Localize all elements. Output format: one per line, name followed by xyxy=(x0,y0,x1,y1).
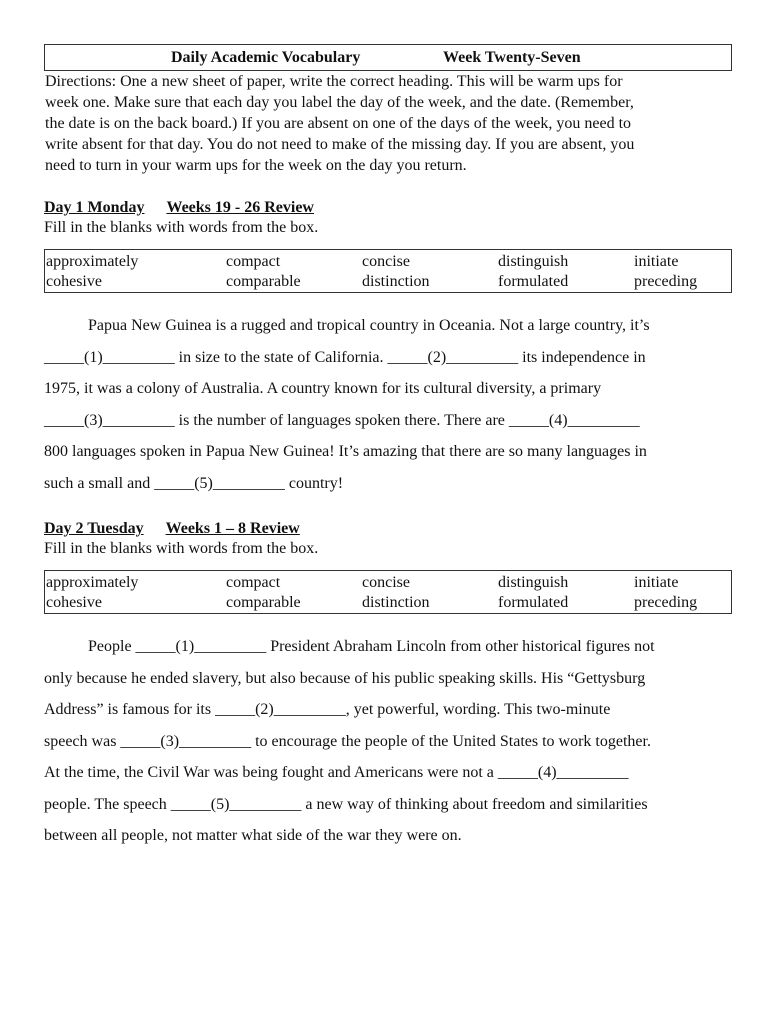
paragraph-line: between all people, not matter what side of the war they were on. xyxy=(44,827,462,844)
week-label: Week Twenty-Seven xyxy=(443,49,581,66)
paragraph-line xyxy=(44,310,732,342)
directions-line: week one. Make sure that each day you label the day of the week, and the date. (Remember, xyxy=(45,94,634,111)
word-box-item: distinction xyxy=(362,273,430,290)
day2-heading xyxy=(44,519,732,539)
paragraph-line: people. The speech _____(5)_________ a new way of thinking about freedom and similarities xyxy=(44,795,648,813)
paragraph-line: At the time, the Civil War was being fought and Americans were not a _____(4)_________ xyxy=(44,764,629,781)
paragraph-line: speech was _____(3)_________ to encourage the people of the United States to work together. xyxy=(44,732,651,750)
paragraph-line: 1975, it was a colony of Australia. A country known for its cultural diversity, a primary xyxy=(44,380,602,397)
directions xyxy=(44,71,732,176)
day1-instructions: Fill in the blanks with words from the box. xyxy=(44,219,319,236)
word-box-item: initiate xyxy=(634,253,679,270)
word-box-item: preceding xyxy=(634,594,698,611)
word-box-item: cohesive xyxy=(46,273,102,290)
paragraph-line xyxy=(44,631,732,663)
word-box-item: distinction xyxy=(362,594,430,611)
paragraph-line: 800 languages spoken in Papua New Guinea! It’s amazing that there are so many languages in xyxy=(44,443,647,460)
word-box-item: comparable xyxy=(226,273,301,290)
worksheet-page xyxy=(44,44,732,852)
word-box-item: compact xyxy=(226,253,281,270)
paragraph-line: Address” is famous for its _____(2)_________, yet powerful, wording. This two-minute xyxy=(44,701,611,718)
word-box-item: preceding xyxy=(634,273,698,290)
word-box-item: compact xyxy=(226,574,281,591)
word-box-item: approximately xyxy=(46,253,139,270)
day1-paragraph xyxy=(44,310,732,499)
day2-weeks: Weeks 1 – 8 Review xyxy=(165,520,300,537)
word-box-item: concise xyxy=(362,253,410,270)
day2-day: Day 2 Tuesday xyxy=(44,520,144,537)
word-box-item: comparable xyxy=(226,594,301,611)
worksheet-title: Daily Academic Vocabulary xyxy=(171,49,361,66)
directions-line: need to turn in your warm ups for the week on the day you return. xyxy=(45,157,467,174)
paragraph-line: such a small and _____(5)_________ country! xyxy=(44,474,344,492)
paragraph-line: only because he ended slavery, but also because of his public speaking skills. His “Gettysburg xyxy=(44,669,646,687)
paragraph-line: _____(3)_________ is the number of languages spoken there. There are _____(4)_________ xyxy=(44,411,640,429)
day2-paragraph xyxy=(44,631,732,852)
directions-line: write absent for that day. You do not need to make of the missing day. If you are absent, you xyxy=(45,136,635,153)
word-box-item: distinguish xyxy=(498,253,569,270)
word-box-item: formulated xyxy=(498,273,569,290)
word-box-item: approximately xyxy=(46,574,139,591)
word-box-item: formulated xyxy=(498,594,569,611)
day1-heading xyxy=(44,198,732,218)
directions-line: Directions: One a new sheet of paper, write the correct heading. This will be warm ups for xyxy=(45,73,623,90)
day1-day: Day 1 Monday xyxy=(44,199,145,216)
word-box-item: distinguish xyxy=(498,574,569,591)
word-box-item: concise xyxy=(362,574,410,591)
directions-line: the date is on the back board.) If you are absent on one of the days of the week, you need to xyxy=(45,115,632,132)
paragraph-line: _____(1)_________ in size to the state of California. _____(2)_________ its independence in xyxy=(44,348,646,366)
paragraph-text: People _____(1)_________ President Abraham Lincoln from other historical figures not xyxy=(88,638,655,655)
day2-word-box xyxy=(44,570,732,614)
day1-word-box xyxy=(44,249,732,293)
day1-weeks: Weeks 19 - 26 Review xyxy=(166,199,314,216)
day2-instructions: Fill in the blanks with words from the box. xyxy=(44,540,319,557)
word-box-item: initiate xyxy=(634,574,679,591)
header-box xyxy=(44,44,732,71)
paragraph-text: Papua New Guinea is a rugged and tropical country in Oceania. Not a large country, it’s xyxy=(88,317,650,334)
word-box-item: cohesive xyxy=(46,594,102,611)
